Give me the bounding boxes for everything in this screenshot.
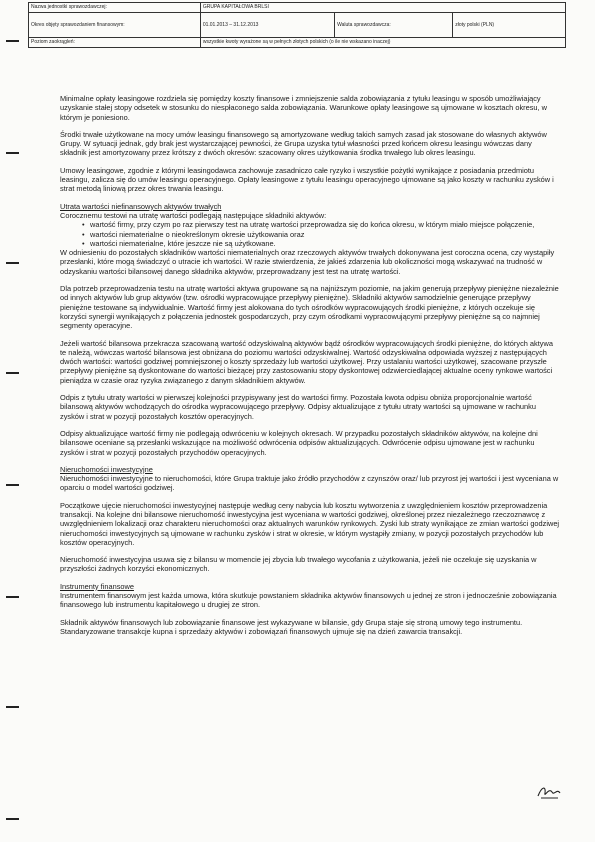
- impairment-list: [82, 220, 560, 248]
- currency-label: Waluta sprawozdawcza:: [335, 13, 453, 38]
- financial-instruments-paragraph-2: Składnik aktywów finansowych lub zobowiązanie finansowe jest wykazywane w bilansie, gdy Grupa staje się stroną umowy tego instrumentu. Standaryzowane transakcje kupna i sprzedaży aktywów i zobowiązań finansowych ujmuje się na dzień zawarcia transakcji.: [60, 617, 523, 636]
- investment-property-paragraph-1: Nieruchomości inwestycyjne to nieruchomości, które Grupa traktuje jako źródło przychodów z czynszów oraz/ lub przyrost jej wartości i jest wyceniana w oparciu o model wartości godziwej.: [60, 474, 559, 493]
- impairment-paragraph-4: Odpis z tytułu utraty wartości w pierwszej kolejności przypisywany jest do wartości firmy. Pozostała kwota odpisu obniża proporcjonalnie wartość bilansową aktywów wchodzących do ośrodka wypracowującego przepływy. Odpisy aktualizujące z tytułu utraty wartości są ujmowane w rachunku zysków i strat w pozycji pozostałych kosztów operacyjnych.: [60, 393, 536, 421]
- punch-mark: [6, 40, 19, 42]
- punch-mark: [6, 262, 19, 264]
- impairment-intro: Corocznemu testowi na utratę wartości podlegają następujące składniki aktywów:: [60, 210, 327, 220]
- entity-label: Nazwa jednostki sprawozdawczej:: [29, 3, 201, 13]
- financial-instruments-paragraph-1: Instrumentem finansowym jest każda umowa, która skutkuje powstaniem składnika aktywów finansowych u jednej ze stron i jednocześnie zobowiązania finansowego lub instrumentu kapitałowego u drugiej ze stron.: [60, 591, 557, 610]
- impairment-paragraph-5: Odpisy aktualizujące wartość firmy nie podlegają odwróceniu w kolejnych okresach. W przypadku pozostałych składników aktywów, na kolejne dni bilansowe oceniane są przesłanki wskazujące na możliwość odwrócenia odpisów aktualizujących. Odwrócenie odpisu ujmowane jest w rachunku zysków i strat w pozycji pozostałych przychodów operacyjnych.: [60, 428, 538, 457]
- punch-mark: [6, 706, 19, 708]
- punch-mark: [6, 484, 19, 486]
- page-content: [60, 94, 560, 644]
- investment-property-paragraph-2: Początkowe ujęcie nieruchomości inwestycyjnej następuje według ceny nabycia lub kosztu wytworzenia z uwzględnieniem kosztów przeprowadzenia transakcji. Na kolejne dni bilansowe nieruchomość inwestycyjna jest wyceniana w wartości godziwej, określonej przez niezależnego rzeczoznawcę z uwzględnieniem lokalizacji oraz charakteru nieruchomości oraz aktualnych warunków rynkowych. Zyski lub straty wynikające ze zmian wartości godziwej nieruchomości inwestycyjnych są ujmowane w rachunku zysków i strat w okresie, w którym wystąpiły zmiany, w pozycji pozostałych przychodów lub kosztów operacyjnych.: [60, 500, 560, 547]
- lease-paragraph-1: Minimalne opłaty leasingowe rozdziela się pomiędzy koszty finansowe i zmniejszenie salda zobowiązania z tytułu leasingu w sposób umożliwiający uzyskanie stałej stopy odsetek w stosunku do niespłaconego salda zobowiązania. Warunkowe opłaty leasingowe są ujmowane w kosztach okresu, w którym je poniesiono.: [60, 94, 547, 122]
- investment-property-heading: Nieruchomości inwestycyjne: [60, 464, 153, 474]
- impairment-paragraph-3: Jeżeli wartość bilansowa przekracza szacowaną wartość odzyskiwalną aktywów bądź ośrodków wypracowujących środki pieniężne, do których aktywa te należą, wówczas wartość bilansowa jest obniżana do poziomu wartości odzyskiwalnej. Wartość odzyskiwalna odpowiada wyższej z następujących dwóch wartości: wartości godziwej pomniejszonej o koszty sprzedaży lub wartości użytkowej. Przy ustalaniu wartości użytkowej, szacowane przyszłe przepływy pieniężne są dyskontowane do wartości bieżącej przy zastosowaniu stopy dyskontowej odzwierciedlającej aktualne oceny rynkowe wartości pieniądza w czasie oraz ryzyka związanego z danym składnikiem aktywów.: [60, 338, 553, 385]
- report-header-table: [28, 2, 566, 48]
- impairment-heading: Utrata wartości niefinansowych aktywów trwałych: [60, 201, 222, 211]
- financial-instruments-heading: Instrumenty finansowe: [60, 581, 134, 591]
- punch-mark: [6, 152, 19, 154]
- rounding-label: Poziom zaokrągleń:: [29, 38, 201, 48]
- currency-value: złoty polski (PLN): [453, 13, 566, 38]
- impairment-paragraph-1: W odniesieniu do pozostałych składników wartości niematerialnych oraz rzeczowych aktywów trwałych dokonywana jest coroczna ocena, czy wystąpiły przesłanki, które mogą świadczyć o utracie ich wartości. W razie stwierdzenia, że jakieś zdarzenia lub okoliczności mogą wskazywać na trudność w odzyskaniu wartości bilansowej danego składnika aktywów, przeprowadzany jest test na utratę wartości.: [60, 248, 555, 276]
- punch-mark: [6, 596, 19, 598]
- entity-value: GRUPA KAPITAŁOWA BRLSI: [200, 3, 565, 13]
- list-item: • wartości niematerialne o nieokreślonym okresie użytkowania oraz: [82, 230, 560, 239]
- rounding-value: wszystkie kwoty wyrażone są w pełnych złotych polskich (o ile nie wskazano inaczej): [200, 38, 565, 48]
- lease-paragraph-3: Umowy leasingowe, zgodnie z którymi leasingodawca zachowuje zasadniczo całe ryzyko i wszystkie pożytki wynikające z posiadania przedmiotu leasingu, zalicza się do umów leasingu operacyjnego. Opłaty leasingowe z tytułu leasingu operacyjnego ujmowane są jako koszty w rachunku zysków i strat metodą liniową przez okres trwania leasingu.: [60, 165, 554, 194]
- investment-property-paragraph-3: Nieruchomość inwestycyjna usuwa się z bilansu w momencie jej zbycia lub trwałego wycofania z użytkowania, jeżeli nie oczekuje się uzyskania w przyszłości żadnych korzyści ekonomicznych.: [60, 555, 537, 574]
- list-item: • wartości niematerialne, które jeszcze nie są użytkowane.: [82, 239, 560, 248]
- list-item: • wartość firmy, przy czym po raz pierwszy test na utratę wartości przeprowadza się do końca okresu, w którym miało miejsce połączenie,: [82, 220, 560, 229]
- impairment-paragraph-2: Dla potrzeb przeprowadzenia testu na utratę wartości aktywa grupowane są na najniższym poziomie, na jakim generują przepływy pieniężne niezależnie od innych aktywów lub grup aktywów (tzw. ośrodki wypracowujące przepływy pieniężne). Składniki aktywów samodzielnie generujące przepływy pieniężne testowane są indywidualnie. Wartość firmy jest alokowana do tych ośrodków wypracowujących środki pieniężne, z których oczekuje się korzyści synergii wynikających z połączenia jednostek gospodarczych, przy czym ośrodkami wypracowującymi przepływy pieniężne są co najmniej segmenty operacyjne.: [60, 284, 559, 331]
- handwritten-initials: [536, 784, 562, 800]
- punch-mark: [6, 372, 19, 374]
- lease-paragraph-2: Środki trwałe użytkowane na mocy umów leasingu finansowego są amortyzowane według takich samych zasad jak stosowane do własnych aktywów Grupy. W sytuacji jednak, gdy brak jest wystarczającej pewności, że Grupa uzyska tytuł własności przed końcem okresu leasingu wówczas dany składnik jest amortyzowany przez krótszy z dwóch okresów: szacowany okres użytkowania środka trwałego lub okres leasingu.: [60, 129, 547, 158]
- punch-mark: [6, 818, 19, 820]
- period-value: 01.01.2013 – 31.12.2013: [200, 13, 334, 38]
- scope-label: Okres objęty sprawozdaniem finansowym:: [29, 13, 201, 38]
